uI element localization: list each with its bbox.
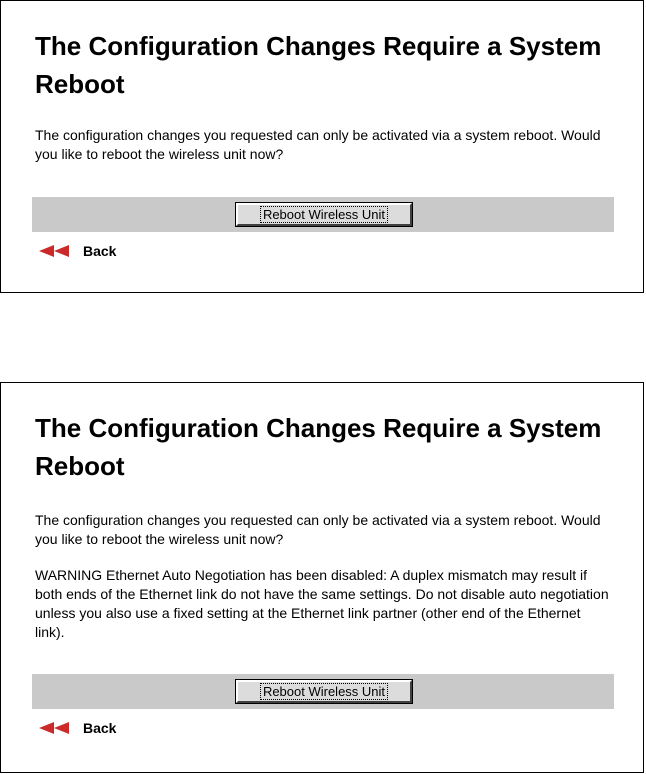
reboot-wireless-unit-button[interactable]	[236, 680, 412, 703]
page-title: The Configuration Changes Require a System Reboot	[35, 413, 602, 481]
reboot-message: The configuration changes you requested can only be activated via a system reboot. Would you like to reboot the wireless unit now?	[35, 127, 601, 162]
back-label: Back	[83, 243, 117, 259]
reboot-panel	[0, 0, 644, 293]
page-title: The Configuration Changes Require a System Reboot	[35, 31, 602, 99]
reboot-button-label: Reboot Wireless Unit	[260, 683, 388, 700]
back-label: Back	[83, 720, 117, 736]
reboot-panel-with-warning	[0, 382, 644, 773]
button-bar	[32, 674, 614, 709]
reboot-button-label: Reboot Wireless Unit	[260, 206, 388, 223]
double-left-arrow-icon	[39, 722, 71, 734]
back-link[interactable]	[39, 720, 116, 736]
double-left-arrow-icon	[39, 245, 71, 257]
back-link[interactable]	[39, 243, 116, 259]
reboot-wireless-unit-button[interactable]	[236, 203, 412, 226]
button-bar	[32, 197, 614, 232]
reboot-message: The configuration changes you requested can only be activated via a system reboot. Would you like to reboot the wireless unit now?	[35, 512, 601, 547]
auto-negotiation-warning: WARNING Ethernet Auto Negotiation has been disabled: A duplex mismatch may result if both ends of the Ethernet link do not have the same settings. Do not disable auto negotiation unless you also use a fixed setting at the Ethernet link partner (other end of the Ethernet link).	[35, 567, 609, 640]
